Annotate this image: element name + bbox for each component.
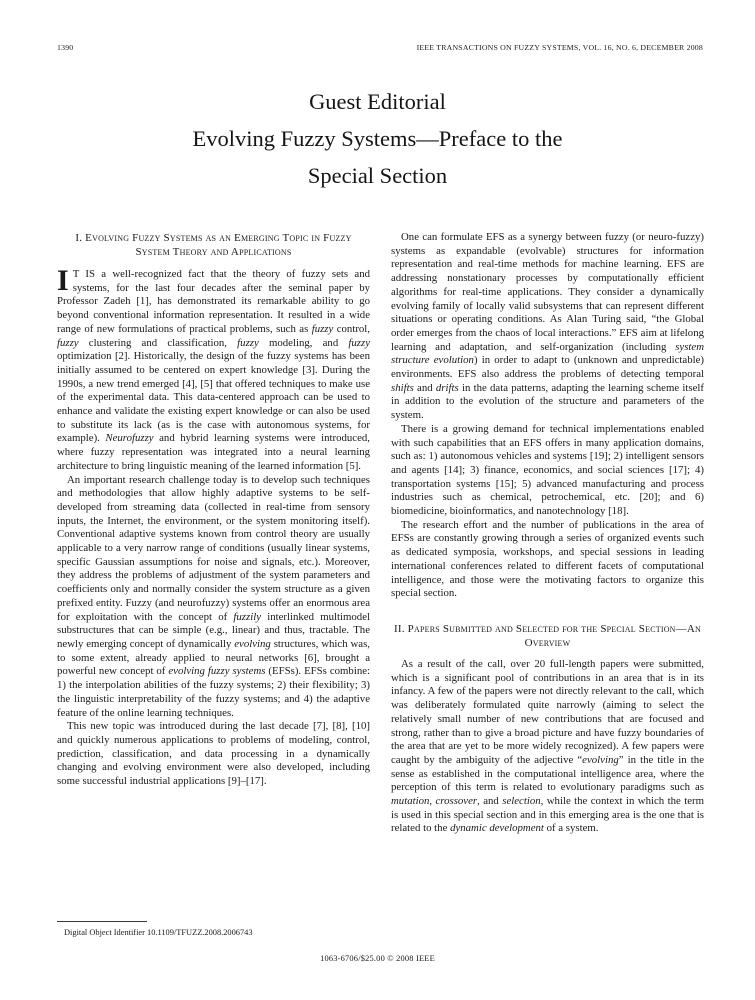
doi-text: Digital Object Identifier 10.1109/TFUZZ.2008.2006743 [64,928,253,937]
paragraph: One can formulate EFS as a synergy between fuzzy (or neuro-fuzzy) systems as expandable (evolvable) structures for information representation and real-time methods for machine learning. EFS are addressing nonstationary processes by computationally efficient algorithms for real-time applications. They consider a dynamically evolving family of locally valid subsystems that can represent different situations or operating conditions. As Alan Turing said, “the Global order emerges from the chaos of local interactions.” EFS aim at lifelong learning and adaptation, and self-organization (including system structure evolution) in order to adapt to (unknown and unpredictable) environments. EFS also address the problems of detecting temporal shifts and drifts in the data patterns, adapting the learning scheme itself in addition to the evolution of the structure and parameters of the system. [391,231,704,422]
right-column [391,231,704,836]
left-column [57,231,370,836]
title-line-3: Special Section [307,163,448,188]
paragraph: There is a growing demand for technical implementations enabled with such capabilities that an EFS offers in many application domains, such as: 1) autonomous vehicles and systems [19]; 2) intelligent sensors and agents [14]; 3) finance, economics, and social sciences [17]; 4) transportation systems [15]; 5) advanced manufacturing and process industries such as chemical, petrochemical, etc. [20]; and 6) biomedicine, bioinformatics, and nanotechnology [18]. [391,422,704,518]
title-line-1: Guest Editorial [309,89,446,114]
paragraph: I T IS a well-recognized fact that the theory of fuzzy sets and systems, for the last four decades after the seminal paper by Professor Zadeh [1], has demonstrated its remarkable ability to go beyond conventional information representation. It resulted in a wide range of new formulations of practical problems, such as fuzzy control, fuzzy clustering and classification, fuzzy modeling, and fuzzy optimization [2]. Historically, the design of the fuzzy systems has been initially assumed to be centered on expert knowledge [3]. During the 1990s, a new trend emerged [4], [5] that offered techniques to make use of the experimental data. This data-centered approach can be used to enhance and validate the existing expert knowledge or can also be used to substitute its lack (as is the case with autonomous systems, for example). Neurofuzzy and hybrid learning systems were introduced, where fuzzy representation was integrated into a neural learning architecture to bring linguistic meaning of the learned information [5]. [57,264,371,472]
paragraph: The research effort and the number of publications in the area of EFSs are constantly growing through a series of organized events such as dedicated symposia, workshops, and special sessions in leading international conferences related to different facets of computational intelligence, and those were the motivating factors to organize this special section. [391,518,704,600]
doi-footnote [57,921,370,938]
two-column-body [57,231,704,836]
running-header [57,43,703,52]
copyright-footer: 1063-6706/$25.00 © 2008 IEEE [320,954,435,963]
page-number: 1390 [57,43,74,52]
title-line-2: Evolving Fuzzy Systems—Preface to the [192,126,563,151]
drop-cap: I [57,264,69,297]
journal-citation: IEEE TRANSACTIONS ON FUZZY SYSTEMS, VOL. 16, NO. 6, DECEMBER 2008 [416,43,703,52]
paragraph: An important research challenge today is to develop such techniques and methodologies that allow highly adaptive systems to be self-developed from streaming data (collected in real-time from sensory inputs, the Internet, the environment, or the system monitoring itself). Conventional adaptive systems known from control theory are usually applicable to a very narrow range of conditions (usually linear systems, specific Gaussian assumptions for noise and signals, etc.). Moreover, they address the problems of adjustment of the system parameters and coefficients only and normally consider the system structure as a given prefixed entity. Fuzzy (and neurofuzzy) systems offer an enormous area for exploitation with the concept of fuzzily interlinked multimodel substructures that can be simple (e.g., linear) and thus, tractable. The newly emerging concept of dynamically evolving structures, which was, to some extent, already applied to neural networks [6], brought a powerful new concept of evolving fuzzy systems (EFSs). EFSs combine: 1) the interpolation abilities of the fuzzy systems; 2) their flexibility; 3) the linguistic interpretability of the fuzzy systems; and 4) the adaptive feature of the online learning techniques. [57,473,371,719]
article-title [0,83,755,194]
paragraph: This new topic was introduced during the last decade [7], [8], [10] and quickly numerous applications to problems of modeling, control, prediction, classification, and data processing in a dynamically changing and evolving environment were also developed, including some successful industrial applications [9]–[17]. [57,720,370,788]
section-heading: II. Papers Submitted and Selected for the Special Section—An Overview [394,622,701,649]
section-heading: I. Evolving Fuzzy Systems as an Emerging Topic in Fuzzy System Theory and Applications [75,232,352,258]
paragraph: As a result of the call, over 20 full-length papers were submitted, which is a significant pool of contributions in an area that is in its infancy. A few of the papers were not directly relevant to the call, which was deliberately formulated quite narrowly (aiming to select the relatively small number of new contributions that are focused and strong, rather than to give a broad picture and have fuzzy boundaries of the area that are yet to be more widely recognized). A few papers were caught by the ambiguity of the adjective “evolving” in the title in the sense as established in the computational intelligence area, where the perception of this term is related to evolutionary paradigms such as mutation, crossover, and selection, while the context in which the term is used in this special section and in this emerging area is the one that is related to the dynamic development of a system. [391,657,704,835]
footnote-rule [57,921,147,922]
